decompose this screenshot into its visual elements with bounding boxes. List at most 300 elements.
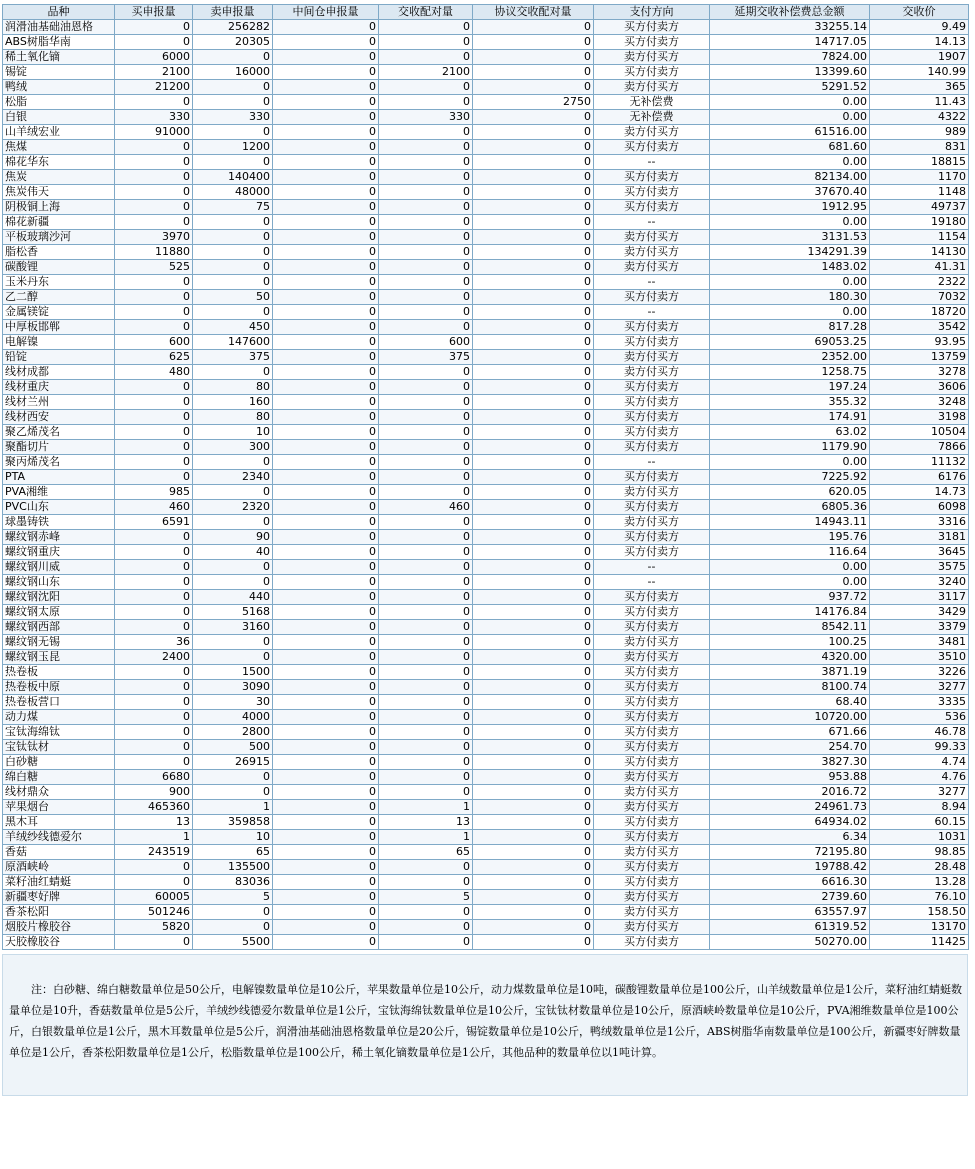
cell-buy-qty: 0 (115, 605, 193, 620)
cell-variety: 锡锭 (3, 65, 115, 80)
table-row (3, 350, 969, 365)
cell-buy-qty: 0 (115, 170, 193, 185)
table-row (3, 365, 969, 380)
cell-delivery-price: 13.28 (870, 875, 969, 890)
cell-compensation: 50270.00 (710, 935, 870, 950)
cell-sell-qty: 5 (193, 890, 273, 905)
cell-delivery-price: 3510 (870, 650, 969, 665)
cell-compensation: 817.28 (710, 320, 870, 335)
table-row (3, 275, 969, 290)
cell-buy-qty: 0 (115, 680, 193, 695)
cell-agreement-qty: 0 (473, 425, 594, 440)
table-row (3, 50, 969, 65)
cell-pay-direction: 买方付卖方 (594, 875, 710, 890)
cell-variety: 阴极铜上海 (3, 200, 115, 215)
cell-agreement-qty: 0 (473, 470, 594, 485)
cell-variety: 香菇 (3, 845, 115, 860)
cell-delivery-price: 3181 (870, 530, 969, 545)
cell-compensation: 2352.00 (710, 350, 870, 365)
cell-matched-qty: 600 (379, 335, 473, 350)
cell-delivery-price: 10504 (870, 425, 969, 440)
cell-variety: 棉花新疆 (3, 215, 115, 230)
cell-buy-qty: 900 (115, 785, 193, 800)
cell-matched-qty: 0 (379, 140, 473, 155)
cell-agreement-qty: 0 (473, 110, 594, 125)
cell-matched-qty: 0 (379, 425, 473, 440)
cell-matched-qty: 0 (379, 770, 473, 785)
cell-delivery-price: 99.33 (870, 740, 969, 755)
table-row (3, 155, 969, 170)
cell-compensation: 0.00 (710, 215, 870, 230)
cell-delivery-price: 1154 (870, 230, 969, 245)
cell-middle-qty: 0 (273, 500, 379, 515)
cell-compensation: 254.70 (710, 740, 870, 755)
cell-pay-direction: 卖方付买方 (594, 770, 710, 785)
cell-compensation: 24961.73 (710, 800, 870, 815)
cell-delivery-price: 831 (870, 140, 969, 155)
cell-buy-qty: 525 (115, 260, 193, 275)
cell-matched-qty: 0 (379, 50, 473, 65)
cell-compensation: 5291.52 (710, 80, 870, 95)
cell-pay-direction: 买方付卖方 (594, 590, 710, 605)
cell-compensation: 197.24 (710, 380, 870, 395)
cell-pay-direction: 买方付卖方 (594, 665, 710, 680)
cell-pay-direction: 买方付卖方 (594, 755, 710, 770)
cell-agreement-qty: 0 (473, 785, 594, 800)
cell-delivery-price: 7032 (870, 290, 969, 305)
cell-variety: 松脂 (3, 95, 115, 110)
cell-pay-direction: 买方付卖方 (594, 380, 710, 395)
cell-sell-qty: 440 (193, 590, 273, 605)
cell-pay-direction: 卖方付买方 (594, 350, 710, 365)
table-row (3, 230, 969, 245)
cell-variety: 棉花华东 (3, 155, 115, 170)
cell-agreement-qty: 0 (473, 275, 594, 290)
cell-agreement-qty: 0 (473, 725, 594, 740)
cell-variety: 宝钛钛材 (3, 740, 115, 755)
cell-sell-qty: 1500 (193, 665, 273, 680)
cell-compensation: 174.91 (710, 410, 870, 425)
cell-agreement-qty: 0 (473, 410, 594, 425)
cell-delivery-price: 3316 (870, 515, 969, 530)
cell-pay-direction: 买方付卖方 (594, 695, 710, 710)
cell-middle-qty: 0 (273, 515, 379, 530)
cell-middle-qty: 0 (273, 440, 379, 455)
table-row (3, 260, 969, 275)
cell-compensation: 37670.40 (710, 185, 870, 200)
cell-agreement-qty: 0 (473, 845, 594, 860)
cell-matched-qty: 375 (379, 350, 473, 365)
cell-agreement-qty: 0 (473, 860, 594, 875)
cell-delivery-price: 11425 (870, 935, 969, 950)
cell-agreement-qty: 0 (473, 680, 594, 695)
cell-agreement-qty: 0 (473, 905, 594, 920)
cell-compensation: 100.25 (710, 635, 870, 650)
cell-pay-direction: 买方付卖方 (594, 725, 710, 740)
cell-pay-direction: 买方付卖方 (594, 710, 710, 725)
cell-middle-qty: 0 (273, 245, 379, 260)
cell-compensation: 2016.72 (710, 785, 870, 800)
cell-delivery-price: 11.43 (870, 95, 969, 110)
cell-sell-qty: 0 (193, 215, 273, 230)
table-row (3, 110, 969, 125)
cell-pay-direction: 买方付卖方 (594, 185, 710, 200)
cell-agreement-qty: 0 (473, 245, 594, 260)
cell-sell-qty: 0 (193, 920, 273, 935)
cell-middle-qty: 0 (273, 620, 379, 635)
table-row (3, 620, 969, 635)
cell-delivery-price: 18815 (870, 155, 969, 170)
cell-sell-qty: 147600 (193, 335, 273, 350)
cell-sell-qty: 0 (193, 485, 273, 500)
cell-matched-qty: 0 (379, 455, 473, 470)
cell-matched-qty: 0 (379, 530, 473, 545)
cell-buy-qty: 60005 (115, 890, 193, 905)
cell-variety: 线材成都 (3, 365, 115, 380)
cell-delivery-price: 49737 (870, 200, 969, 215)
cell-buy-qty: 2100 (115, 65, 193, 80)
cell-matched-qty: 0 (379, 665, 473, 680)
cell-agreement-qty: 0 (473, 125, 594, 140)
cell-middle-qty: 0 (273, 650, 379, 665)
table-row (3, 560, 969, 575)
cell-middle-qty: 0 (273, 170, 379, 185)
cell-middle-qty: 0 (273, 635, 379, 650)
cell-compensation: 7225.92 (710, 470, 870, 485)
cell-buy-qty: 0 (115, 755, 193, 770)
cell-delivery-price: 3606 (870, 380, 969, 395)
cell-pay-direction: 买方付卖方 (594, 680, 710, 695)
cell-delivery-price: 9.49 (870, 20, 969, 35)
cell-compensation: 6616.30 (710, 875, 870, 890)
cell-delivery-price: 3240 (870, 575, 969, 590)
cell-sell-qty: 375 (193, 350, 273, 365)
cell-buy-qty: 0 (115, 440, 193, 455)
cell-buy-qty: 0 (115, 275, 193, 290)
cell-middle-qty: 0 (273, 155, 379, 170)
cell-buy-qty: 0 (115, 665, 193, 680)
report-container (2, 4, 968, 1096)
cell-matched-qty: 0 (379, 200, 473, 215)
cell-agreement-qty: 0 (473, 515, 594, 530)
cell-compensation: 1483.02 (710, 260, 870, 275)
cell-sell-qty: 0 (193, 275, 273, 290)
cell-pay-direction: 买方付卖方 (594, 440, 710, 455)
cell-variety: 线材重庆 (3, 380, 115, 395)
cell-agreement-qty: 0 (473, 440, 594, 455)
cell-variety: 稀土氧化镝 (3, 50, 115, 65)
cell-buy-qty: 0 (115, 575, 193, 590)
cell-middle-qty: 0 (273, 380, 379, 395)
cell-middle-qty: 0 (273, 860, 379, 875)
cell-middle-qty: 0 (273, 65, 379, 80)
cell-sell-qty: 80 (193, 380, 273, 395)
cell-delivery-price: 93.95 (870, 335, 969, 350)
cell-middle-qty: 0 (273, 920, 379, 935)
cell-matched-qty: 0 (379, 395, 473, 410)
cell-compensation: 19788.42 (710, 860, 870, 875)
cell-middle-qty: 0 (273, 290, 379, 305)
table-header (3, 5, 969, 20)
cell-sell-qty: 30 (193, 695, 273, 710)
cell-sell-qty: 0 (193, 95, 273, 110)
cell-pay-direction: 卖方付买方 (594, 260, 710, 275)
cell-matched-qty: 13 (379, 815, 473, 830)
cell-agreement-qty: 0 (473, 695, 594, 710)
cell-sell-qty: 0 (193, 305, 273, 320)
cell-middle-qty: 0 (273, 470, 379, 485)
cell-sell-qty: 80 (193, 410, 273, 425)
cell-sell-qty: 4000 (193, 710, 273, 725)
cell-matched-qty: 0 (379, 575, 473, 590)
cell-sell-qty: 0 (193, 455, 273, 470)
cell-compensation: 63557.97 (710, 905, 870, 920)
cell-matched-qty: 0 (379, 440, 473, 455)
cell-middle-qty: 0 (273, 575, 379, 590)
cell-agreement-qty: 0 (473, 320, 594, 335)
table-row (3, 590, 969, 605)
cell-sell-qty: 26915 (193, 755, 273, 770)
cell-sell-qty: 2320 (193, 500, 273, 515)
cell-delivery-price: 11132 (870, 455, 969, 470)
table-row (3, 215, 969, 230)
cell-variety: 金属镁锭 (3, 305, 115, 320)
cell-matched-qty: 0 (379, 290, 473, 305)
cell-compensation: 0.00 (710, 575, 870, 590)
cell-buy-qty: 0 (115, 320, 193, 335)
cell-sell-qty: 0 (193, 785, 273, 800)
header-variety: 品种 (3, 5, 115, 20)
footnote: 注：白砂糖、绵白糖数量单位是50公斤，电解镍数量单位是10公斤，苹果数量单位是10公斤，动力煤数量单位是10吨，碳酸锂数量单位是100公斤，山羊绒数量单位是1公斤，菜籽油红蜻蜓数量单位是10升，香菇数量单位是5公斤，羊绒纱线德爱尔数量单位是1公斤，宝钛海绵钛数量单位是10公斤，宝钛钛材数量单位是10公斤，原酒峡岭数量单位是10公斤，PVA湘维数量单位是100公斤，白银数量单位是1公斤，黑木耳数量单位是5公斤，润滑油基础油恩格数量单位是20公斤，锡锭数量单位是10公斤，鸭绒数量单位是1公斤，ABS树脂华南数量单位是100公斤，新疆枣好牌数量单位是1公斤，香茶松阳数量单位是1公斤，松脂数量单位是100公斤，稀土氧化镝数量单位是1公斤，其他品种的数量单位以1吨计算。 (2, 954, 968, 1096)
cell-agreement-qty: 0 (473, 230, 594, 245)
table-row (3, 770, 969, 785)
cell-buy-qty: 0 (115, 290, 193, 305)
cell-agreement-qty: 0 (473, 350, 594, 365)
cell-agreement-qty: 0 (473, 140, 594, 155)
cell-sell-qty: 50 (193, 290, 273, 305)
table-row (3, 80, 969, 95)
cell-delivery-price: 3335 (870, 695, 969, 710)
cell-middle-qty: 0 (273, 755, 379, 770)
cell-agreement-qty: 0 (473, 800, 594, 815)
cell-middle-qty: 0 (273, 590, 379, 605)
cell-buy-qty: 0 (115, 740, 193, 755)
cell-sell-qty: 256282 (193, 20, 273, 35)
cell-delivery-price: 3645 (870, 545, 969, 560)
cell-middle-qty: 0 (273, 50, 379, 65)
cell-middle-qty: 0 (273, 845, 379, 860)
cell-matched-qty: 0 (379, 155, 473, 170)
cell-variety: 平板玻璃沙河 (3, 230, 115, 245)
cell-delivery-price: 13170 (870, 920, 969, 935)
cell-buy-qty: 0 (115, 470, 193, 485)
cell-pay-direction: 卖方付买方 (594, 800, 710, 815)
cell-middle-qty: 0 (273, 185, 379, 200)
cell-middle-qty: 0 (273, 125, 379, 140)
cell-variety: 焦炭伟天 (3, 185, 115, 200)
cell-buy-qty: 0 (115, 395, 193, 410)
cell-buy-qty: 0 (115, 530, 193, 545)
cell-pay-direction: 卖方付买方 (594, 785, 710, 800)
cell-middle-qty: 0 (273, 395, 379, 410)
delivery-table (2, 4, 969, 950)
table-row (3, 95, 969, 110)
cell-buy-qty: 0 (115, 860, 193, 875)
cell-compensation: 355.32 (710, 395, 870, 410)
cell-sell-qty: 0 (193, 365, 273, 380)
cell-buy-qty: 0 (115, 710, 193, 725)
cell-matched-qty: 0 (379, 185, 473, 200)
cell-delivery-price: 6098 (870, 500, 969, 515)
cell-matched-qty: 330 (379, 110, 473, 125)
cell-pay-direction: 卖方付买方 (594, 890, 710, 905)
cell-compensation: 1258.75 (710, 365, 870, 380)
cell-matched-qty: 5 (379, 890, 473, 905)
cell-matched-qty: 0 (379, 515, 473, 530)
cell-pay-direction: 买方付卖方 (594, 290, 710, 305)
cell-buy-qty: 11880 (115, 245, 193, 260)
cell-variety: 聚乙烯茂名 (3, 425, 115, 440)
cell-delivery-price: 1031 (870, 830, 969, 845)
table-body (3, 20, 969, 950)
cell-agreement-qty: 0 (473, 500, 594, 515)
cell-sell-qty: 1200 (193, 140, 273, 155)
cell-pay-direction: 买方付卖方 (594, 530, 710, 545)
cell-buy-qty: 0 (115, 140, 193, 155)
cell-compensation: 14176.84 (710, 605, 870, 620)
cell-agreement-qty: 0 (473, 485, 594, 500)
cell-sell-qty: 0 (193, 650, 273, 665)
cell-matched-qty: 0 (379, 860, 473, 875)
cell-compensation: 14717.05 (710, 35, 870, 50)
cell-buy-qty: 13 (115, 815, 193, 830)
cell-pay-direction: -- (594, 455, 710, 470)
cell-sell-qty: 0 (193, 770, 273, 785)
cell-sell-qty: 0 (193, 905, 273, 920)
cell-buy-qty: 0 (115, 455, 193, 470)
cell-delivery-price: 365 (870, 80, 969, 95)
cell-buy-qty: 0 (115, 305, 193, 320)
cell-variety: 螺纹钢玉昆 (3, 650, 115, 665)
cell-delivery-price: 46.78 (870, 725, 969, 740)
cell-buy-qty: 0 (115, 215, 193, 230)
cell-sell-qty: 500 (193, 740, 273, 755)
cell-agreement-qty: 0 (473, 875, 594, 890)
cell-buy-qty: 36 (115, 635, 193, 650)
table-row (3, 635, 969, 650)
cell-middle-qty: 0 (273, 830, 379, 845)
cell-middle-qty: 0 (273, 890, 379, 905)
table-row (3, 245, 969, 260)
cell-buy-qty: 0 (115, 695, 193, 710)
cell-delivery-price: 28.48 (870, 860, 969, 875)
cell-variety: 碳酸锂 (3, 260, 115, 275)
cell-pay-direction: 卖方付买方 (594, 905, 710, 920)
cell-buy-qty: 0 (115, 35, 193, 50)
cell-compensation: 2739.60 (710, 890, 870, 905)
cell-delivery-price: 3481 (870, 635, 969, 650)
cell-sell-qty: 0 (193, 560, 273, 575)
cell-compensation: 681.60 (710, 140, 870, 155)
cell-agreement-qty: 0 (473, 935, 594, 950)
cell-compensation: 671.66 (710, 725, 870, 740)
cell-middle-qty: 0 (273, 410, 379, 425)
cell-buy-qty: 21200 (115, 80, 193, 95)
cell-pay-direction: -- (594, 215, 710, 230)
cell-sell-qty: 3160 (193, 620, 273, 635)
cell-sell-qty: 330 (193, 110, 273, 125)
cell-agreement-qty: 0 (473, 740, 594, 755)
cell-buy-qty: 0 (115, 725, 193, 740)
cell-buy-qty: 600 (115, 335, 193, 350)
cell-matched-qty: 0 (379, 740, 473, 755)
cell-middle-qty: 0 (273, 800, 379, 815)
cell-sell-qty: 40 (193, 545, 273, 560)
cell-buy-qty: 501246 (115, 905, 193, 920)
cell-sell-qty: 0 (193, 245, 273, 260)
cell-variety: 天胶橡胶谷 (3, 935, 115, 950)
table-row (3, 515, 969, 530)
cell-variety: 聚丙烯茂名 (3, 455, 115, 470)
cell-variety: 润滑油基础油恩格 (3, 20, 115, 35)
cell-pay-direction: 买方付卖方 (594, 320, 710, 335)
cell-sell-qty: 0 (193, 515, 273, 530)
cell-agreement-qty: 0 (473, 305, 594, 320)
table-row (3, 740, 969, 755)
cell-sell-qty: 0 (193, 575, 273, 590)
cell-matched-qty: 0 (379, 215, 473, 230)
table-row (3, 860, 969, 875)
cell-variety: 原酒峡岭 (3, 860, 115, 875)
table-row (3, 710, 969, 725)
cell-pay-direction: 买方付卖方 (594, 335, 710, 350)
cell-matched-qty: 0 (379, 695, 473, 710)
cell-middle-qty: 0 (273, 350, 379, 365)
cell-matched-qty: 0 (379, 620, 473, 635)
cell-middle-qty: 0 (273, 140, 379, 155)
cell-delivery-price: 4.76 (870, 770, 969, 785)
cell-matched-qty: 0 (379, 650, 473, 665)
cell-matched-qty: 0 (379, 875, 473, 890)
cell-compensation: 82134.00 (710, 170, 870, 185)
cell-pay-direction: 卖方付买方 (594, 125, 710, 140)
cell-sell-qty: 160 (193, 395, 273, 410)
cell-buy-qty: 0 (115, 590, 193, 605)
cell-variety: 线材西安 (3, 410, 115, 425)
cell-compensation: 0.00 (710, 560, 870, 575)
cell-matched-qty: 0 (379, 380, 473, 395)
table-row (3, 335, 969, 350)
cell-variety: 螺纹钢川威 (3, 560, 115, 575)
cell-variety: 热卷板营口 (3, 695, 115, 710)
cell-middle-qty: 0 (273, 530, 379, 545)
cell-agreement-qty: 0 (473, 65, 594, 80)
cell-middle-qty: 0 (273, 260, 379, 275)
cell-pay-direction: 买方付卖方 (594, 620, 710, 635)
cell-middle-qty: 0 (273, 785, 379, 800)
cell-delivery-price: 13759 (870, 350, 969, 365)
cell-pay-direction: 买方付卖方 (594, 860, 710, 875)
table-row (3, 530, 969, 545)
cell-pay-direction: 买方付卖方 (594, 200, 710, 215)
cell-middle-qty: 0 (273, 365, 379, 380)
cell-compensation: 68.40 (710, 695, 870, 710)
cell-compensation: 6.34 (710, 830, 870, 845)
table-row (3, 140, 969, 155)
cell-sell-qty: 90 (193, 530, 273, 545)
cell-buy-qty: 0 (115, 185, 193, 200)
table-row (3, 170, 969, 185)
